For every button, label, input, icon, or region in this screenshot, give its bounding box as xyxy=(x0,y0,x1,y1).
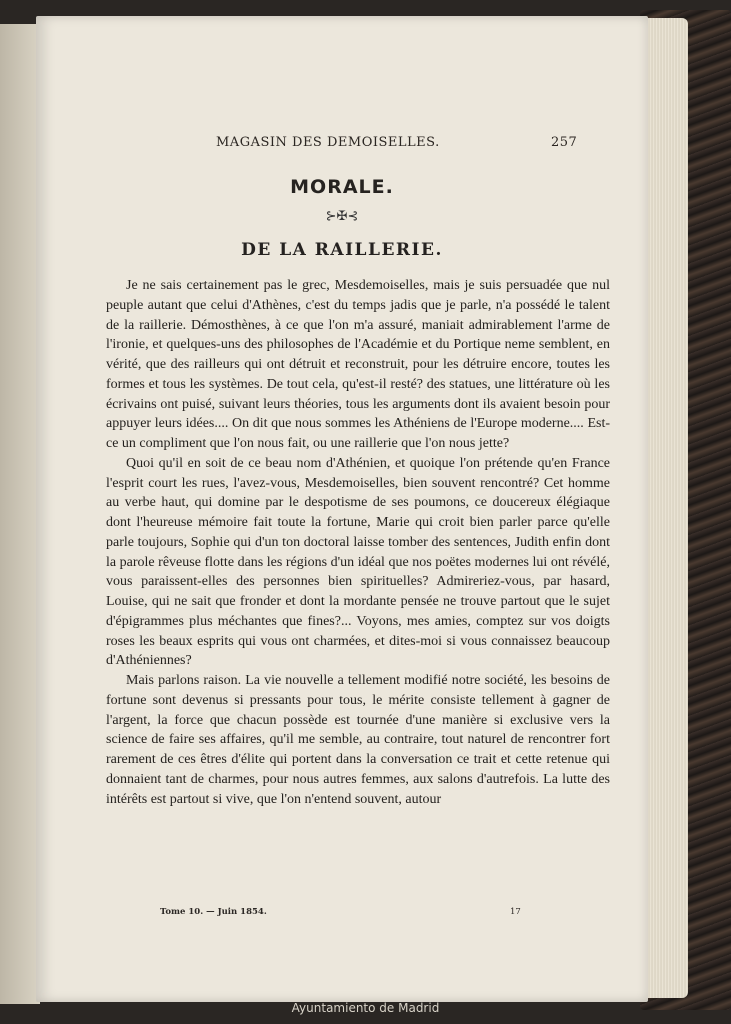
page-number: 257 xyxy=(551,135,578,150)
left-page-edge xyxy=(0,24,40,1004)
article-title: DE LA RAILLERIE. xyxy=(241,240,443,260)
paragraph: Mais parlons raison. La vie nouvelle a tellement modifié notre société, les besoins de fortune sont devenus si pressants pour tous, le mérite consiste tellement à gagner de l'argent, la force que chacun possède est tournée d'une manière si exclusive vers la science de faire ses affaires, qu'il me semble, au contraire, tout naturel de rencontrer fort rarement de ces êtres d'élite qui portent dans la conversation ce trait et cette retenue qui donnaient tant de charmes, pour nous autres femmes, aux salons d'autrefois. La lutte des intérêts est partout si vive, que l'on n'entend souvent, autour xyxy=(106,673,610,807)
footer-volume: Tome 10. — Juin 1854. xyxy=(160,907,267,917)
ornament: ⊱✠⊰ xyxy=(325,209,359,224)
paragraph: Je ne sais certainement pas le grec, Mesdemoiselles, mais je suis persuadée que nul peuple autant que celui d'Athènes, c'est du temps jadis que je parle, n'a possédé le talent de la raillerie. Démosthènes, à ce que l'on m'a assuré, maniait admirablement l'arme de l'ironie, et quelques-uns des philosophes de l'Académie et du Portique neme semblent, en vérité, que des railleurs qui ont détruit et reconstruit, pour les détruire encore, toutes les formes et tous les systèmes. De tout cela, qu'est-il resté? des statues, une littérature où les écrivains ont puisé, suivant leurs théories, tous les arguments dont ils avaient besoin pour appuyer leurs idées.... On dit que nous sommes les Athéniens de l'Europe moderne.... Est-ce un compliment que l'on nous fait, ou une raillerie que l'on nous jette? xyxy=(106,278,610,451)
running-header xyxy=(216,135,636,150)
section-title: MORALE. xyxy=(290,176,394,198)
footer-signature: 17 xyxy=(510,907,521,917)
article-body xyxy=(106,276,610,809)
book-page xyxy=(36,16,648,1002)
paragraph: Quoi qu'il en soit de ce beau nom d'Athénien, et quoique l'on prétende qu'en France l'esprit court les rues, l'avez-vous, Mesdemoiselles, bien souvent rencontré? Cet homme au verbe haut, qui domine par le despotisme de ses poumons, ce doucereux élégiaque dont l'heureuse mémoire fait toute la fortune, Marie qui croit bien parler parce qu'elle parle toujours, Sophie qui d'un ton doctoral laisse tomber des sentences, Judith enfin dont la parole rêveuse flotte dans les régions d'un idéal que nos poëtes modernes lui ont révélé, vous paraissent-elles des personnes bien spirituelles? Admireriez-vous, par hasard, Louise, qui ne sait que fronder et dont la mordante pensée ne trouve partout que le sujet d'épigrammes plus méchantes que fines?... Voyons, mes amies, comptez sur vos doigts roses les beaux esprits qui vous ont charmées, et dites-moi si vous connaissez beaucoup d'Athéniennes? xyxy=(106,455,610,669)
running-title: MAGASIN DES DEMOISELLES. xyxy=(216,135,440,150)
watermark: Ayuntamiento de Madrid xyxy=(291,1001,440,1015)
